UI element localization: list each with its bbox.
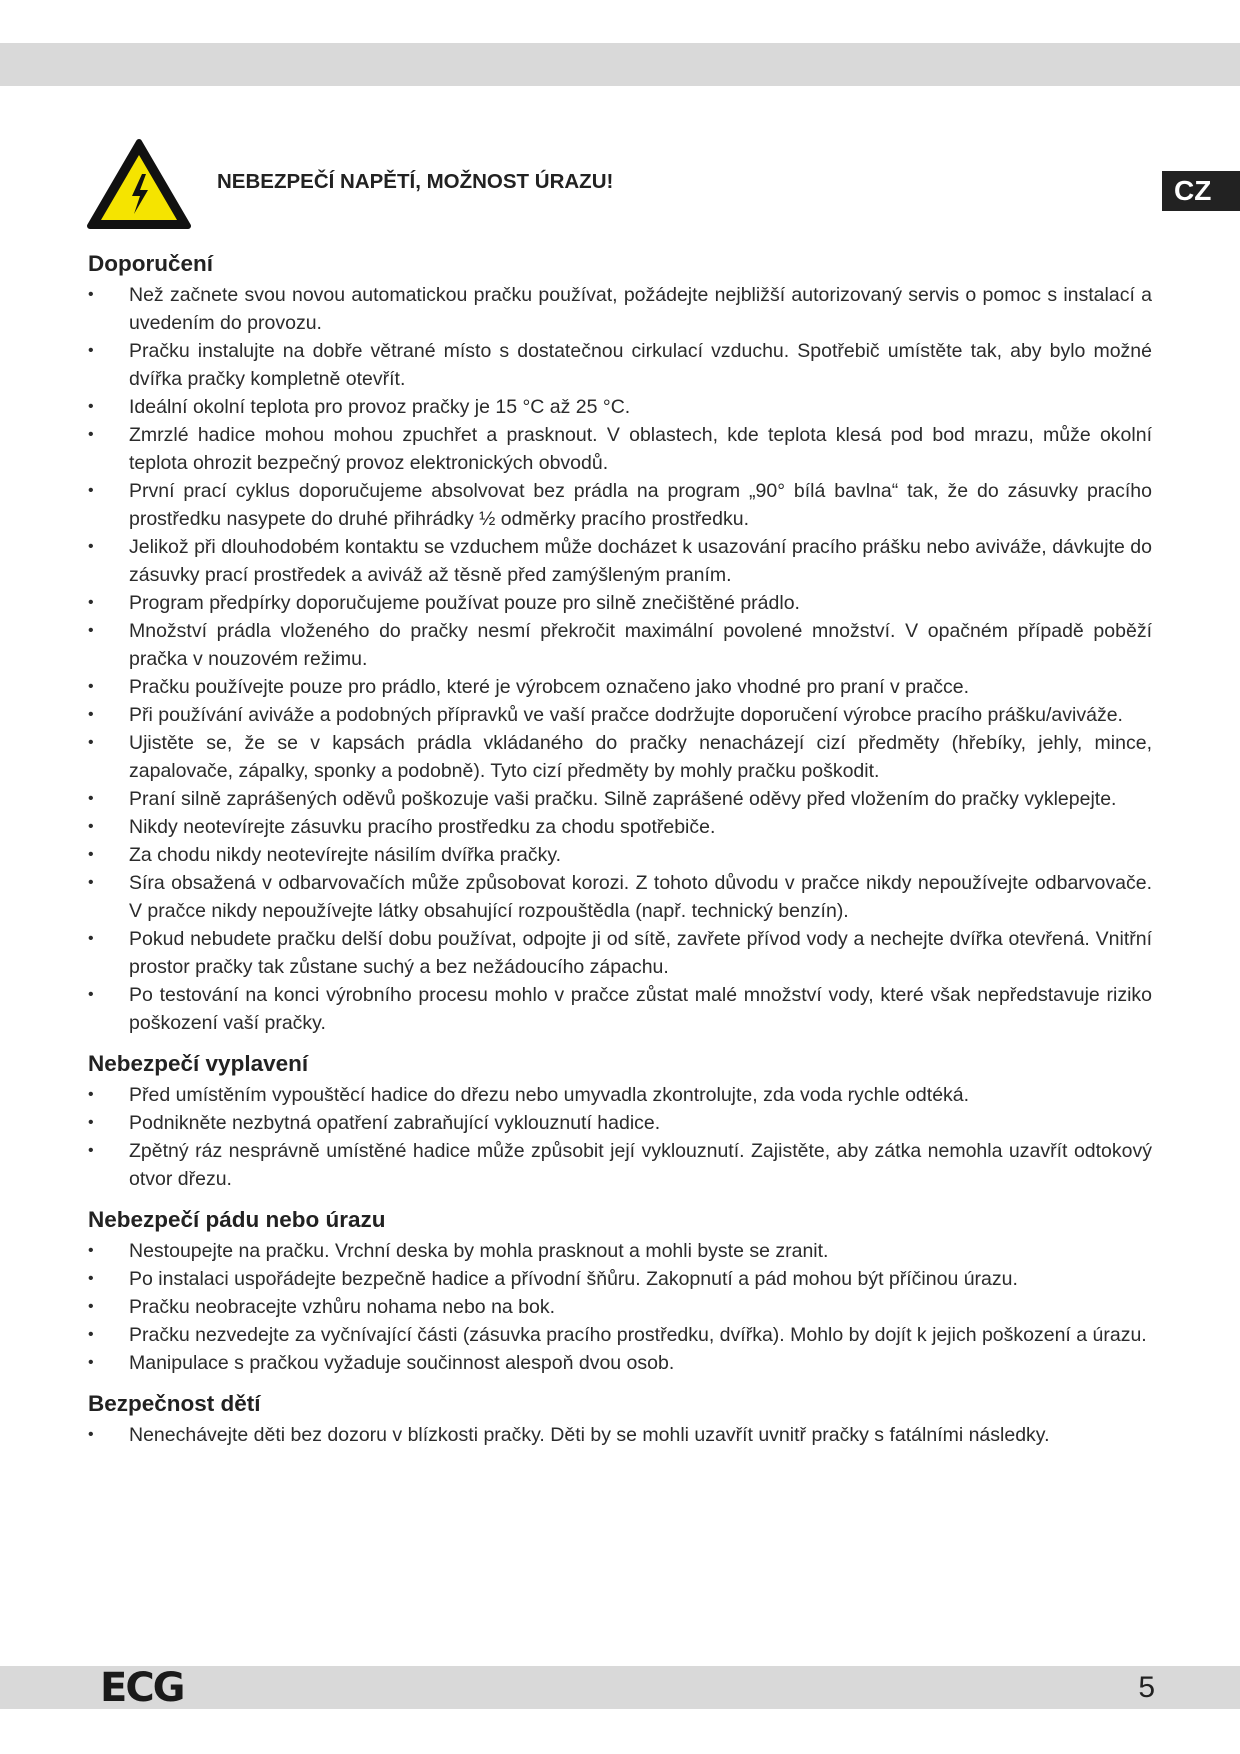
bullet-list xyxy=(88,1237,1152,1377)
list-item: • Ujistěte se, že se v kapsách prádla vkládaného do pračky nenacházejí cizí předměty (hřebíky, jehly, mince, zapalovače, zápalky, sponky a podobně). Tyto cizí předměty by mohly pračku poškodit. xyxy=(88,729,1152,785)
list-item: • Ideální okolní teplota pro provoz pračky je 15 °C až 25 °C. xyxy=(88,393,1152,421)
list-item: • Podnikněte nezbytná opatření zabraňující vyklouznutí hadice. xyxy=(88,1109,1152,1137)
bullet-list xyxy=(88,281,1152,1037)
bullet-list xyxy=(88,1421,1152,1449)
section-heading: Nebezpečí pádu nebo úrazu xyxy=(88,1207,386,1232)
list-item: • Praní silně zaprášených oděvů poškozuje vaši pračku. Silně zaprášené oděvy před vložením do pračky vyklepejte. xyxy=(88,785,1152,813)
list-item: • Množství prádla vloženého do pračky nesmí překročit maximální povolené množství. V opačném případě poběží pračka v nouzovém režimu. xyxy=(88,617,1152,673)
list-item: • Jelikož při dlouhodobém kontaktu se vzduchem může docházet k usazování pracího prášku nebo aviváže, dávkujte do zásuvky prací prostředek a aviváž až těsně před zamýšleným praním. xyxy=(88,533,1152,589)
list-item: • Za chodu nikdy neotevírejte násilím dvířka pračky. xyxy=(88,841,1152,869)
list-item: • Před umístěním vypouštěcí hadice do dřezu nebo umyvadla zkontrolujte, zda voda rychle odtéká. xyxy=(88,1081,1152,1109)
document-body xyxy=(88,247,1152,1449)
section-child-safety xyxy=(88,1387,1152,1449)
high-voltage-warning-icon xyxy=(86,138,192,230)
warning-title: NEBEZPEČÍ NAPĚTÍ, MOŽNOST ÚRAZU! xyxy=(217,170,614,193)
brand-logo: ECG xyxy=(100,1665,184,1711)
list-item: • Při používání aviváže a podobných přípravků ve vaší pračce dodržujte doporučení výrobce pracího prášku/aviváže. xyxy=(88,701,1152,729)
list-item: • Nenechávejte děti bez dozoru v blízkosti pračky. Děti by se mohli uzavřít uvnitř pračky s fatálními následky. xyxy=(88,1421,1152,1449)
list-item: • Nikdy neotevírejte zásuvku pracího prostředku za chodu spotřebiče. xyxy=(88,813,1152,841)
list-item: • Pokud nebudete pračku delší dobu používat, odpojte ji od sítě, zavřete přívod vody a nechejte dvířka otevřená. Vnitřní prostor pračky tak zůstane suchý a bez nežádoucího zápachu. xyxy=(88,925,1152,981)
bullet-list xyxy=(88,1081,1152,1193)
list-item: • Zpětný ráz nesprávně umístěné hadice může způsobit její vyklouznutí. Zajistěte, aby zátka nemohla uzavřít odtokový otvor dřezu. xyxy=(88,1137,1152,1193)
list-item: • Program předpírky doporučujeme používat pouze pro silně znečištěné prádlo. xyxy=(88,589,1152,617)
top-bar xyxy=(0,43,1240,86)
list-item: • Pračku instalujte na dobře větrané místo s dostatečnou cirkulací vzduchu. Spotřebič umístěte tak, aby bylo možné dvířka pračky kompletně otevřít. xyxy=(88,337,1152,393)
page-number: 5 xyxy=(1138,1671,1155,1704)
bottom-bar xyxy=(0,1666,1240,1709)
list-item: • Pračku používejte pouze pro prádlo, které je výrobcem označeno jako vhodné pro praní v pračce. xyxy=(88,673,1152,701)
list-item: • Po instalaci uspořádejte bezpečně hadice a přívodní šňůru. Zakopnutí a pád mohou být příčinou úrazu. xyxy=(88,1265,1152,1293)
list-item: • Po testování na konci výrobního procesu mohlo v pračce zůstat malé množství vody, které však nepředstavuje riziko poškození vaší pračky. xyxy=(88,981,1152,1037)
list-item: • Nestoupejte na pračku. Vrchní deska by mohla prasknout a mohli byste se zranit. xyxy=(88,1237,1152,1265)
list-item: • První prací cyklus doporučujeme absolvovat bez prádla na program „90° bílá bavlna“ tak, že do zásuvky pracího prostředku nasypete do druhé přihrádky ½ odměrky pracího prostředku. xyxy=(88,477,1152,533)
section-flooding-danger xyxy=(88,1047,1152,1193)
list-item: • Než začnete svou novou automatickou pračku používat, požádejte nejbližší autorizovaný servis o pomoc s instalací a uvedením do provozu. xyxy=(88,281,1152,337)
section-recommendations xyxy=(88,247,1152,1037)
list-item: • Pračku nezvedejte za vyčnívající části (zásuvka pracího prostředku, dvířka). Mohlo by dojít k jejich poškození a úrazu. xyxy=(88,1321,1152,1349)
section-fall-injury-danger xyxy=(88,1203,1152,1377)
section-heading: Doporučení xyxy=(88,251,214,276)
section-heading: Nebezpečí vyplavení xyxy=(88,1051,309,1076)
list-item: • Zmrzlé hadice mohou mohou zpuchřet a prasknout. V oblastech, kde teplota klesá pod bod mrazu, může okolní teplota ohrozit bezpečný provoz elektronických obvodů. xyxy=(88,421,1152,477)
list-item: • Manipulace s pračkou vyžaduje součinnost alespoň dvou osob. xyxy=(88,1349,1152,1377)
list-item: • Síra obsažená v odbarvovačích může způsobovat korozi. Z tohoto důvodu v pračce nikdy nepoužívejte odbarvovače. V pračce nikdy nepoužívejte látky obsahující rozpouštědla (např. technický benzín). xyxy=(88,869,1152,925)
list-item: • Pračku neobracejte vzhůru nohama nebo na bok. xyxy=(88,1293,1152,1321)
language-tab: CZ xyxy=(1162,171,1240,211)
section-heading: Bezpečnost dětí xyxy=(88,1391,261,1416)
